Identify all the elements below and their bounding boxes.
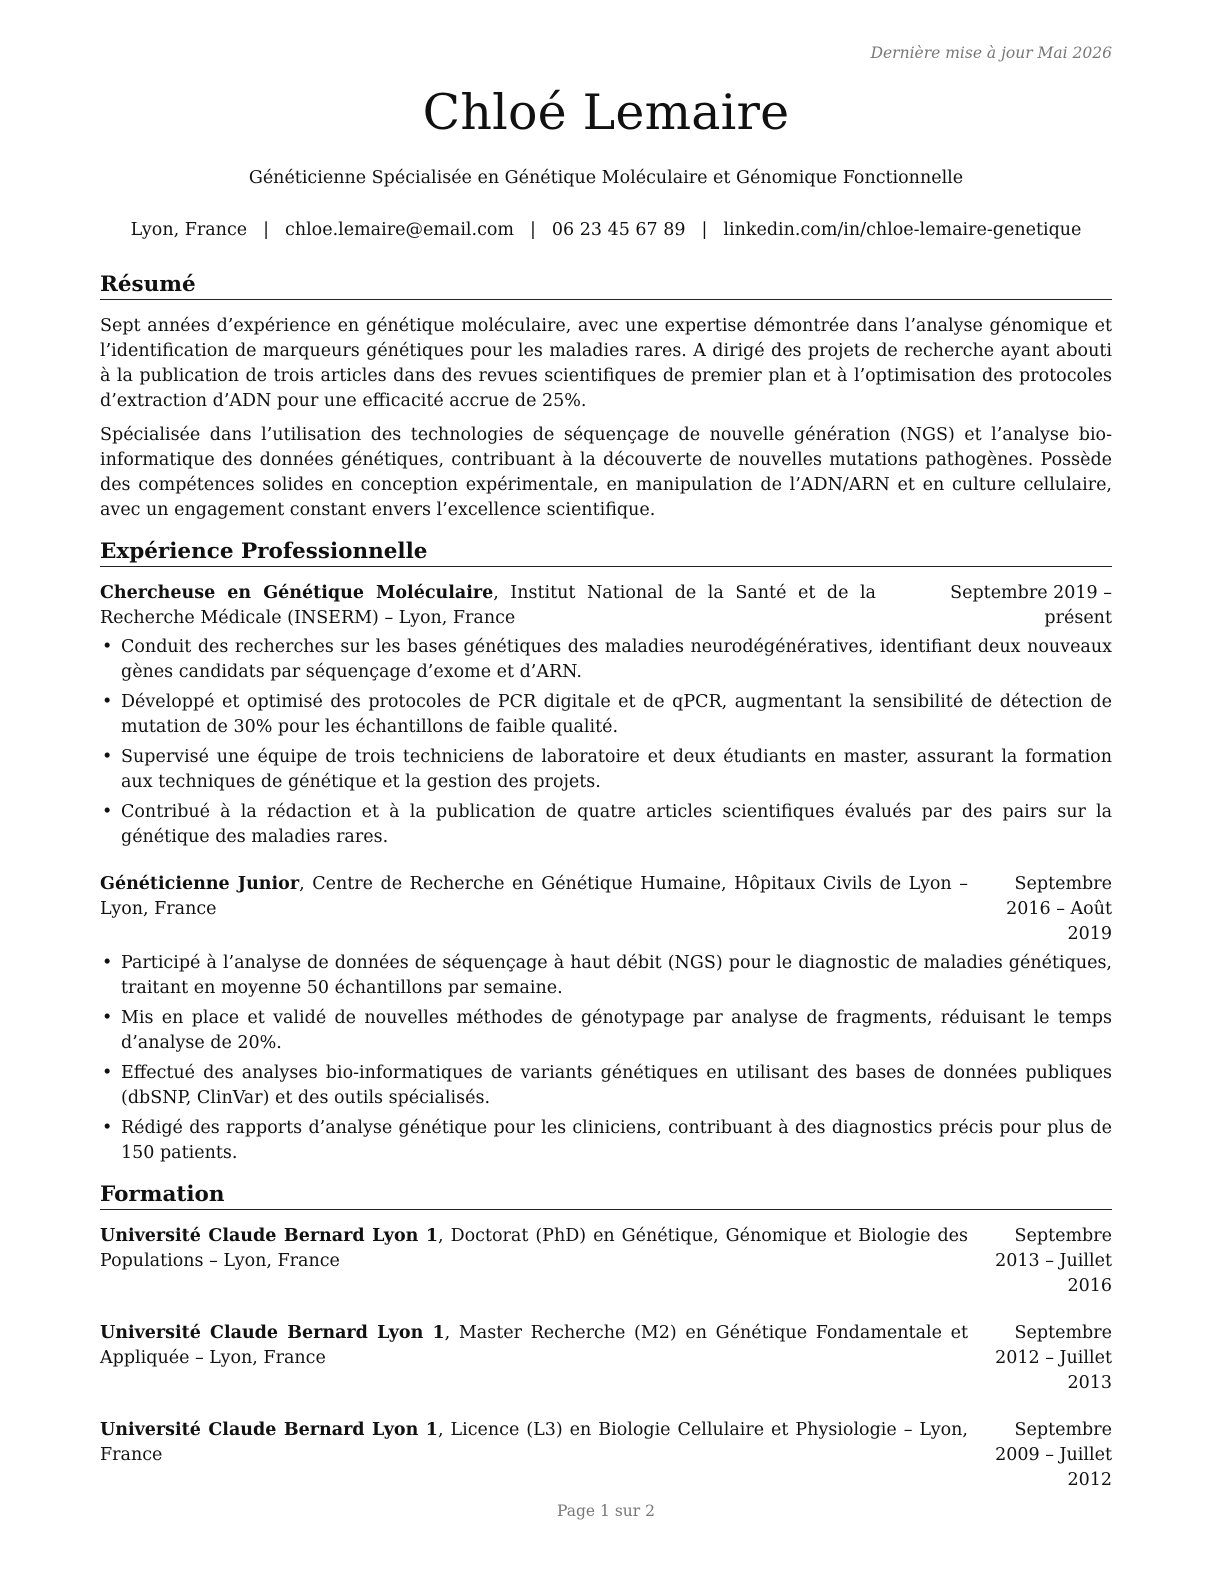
education-dates: Septembre 2013 – Juillet 2016 — [995, 1226, 1112, 1296]
education-dates: Septembre 2009 – Juillet 2012 — [995, 1420, 1112, 1490]
education-dates: Septembre 2012 – Juillet 2013 — [995, 1323, 1112, 1393]
education-heading: Formation — [100, 1182, 1112, 1210]
education-school: Université Claude Bernard Lyon 1 — [100, 1420, 438, 1440]
experience-role-org — [100, 872, 968, 947]
experience-bullet: • Effectué des analyses bio-informatiques de variants génétiques en utilisant des bases de données publiques (dbSNP, ClinVar) et des outils spécialisés. — [100, 1061, 1112, 1111]
candidate-title: Généticienne Spécialisée en Génétique Moléculaire et Génomique Fonctionnelle — [248, 168, 964, 188]
experience-entry — [100, 581, 1112, 850]
experience-heading: Expérience Professionnelle — [100, 539, 1112, 567]
experience-section — [100, 539, 1112, 1166]
last-updated: Dernière mise à jour Mai 2026 — [870, 44, 1112, 62]
education-school-degree — [100, 1321, 968, 1396]
experience-org: , Centre de Recherche en Génétique Humaine, Hôpitaux Civils de Lyon – Lyon, France — [100, 874, 968, 919]
contact-separator: | — [701, 220, 708, 240]
summary-paragraph: Sept années d’expérience en génétique moléculaire, avec une expertise démontrée dans l’analyse génomique et l’identification de marqueurs génétiques pour les maladies rares. A dirigé des projets de recherche ayant abouti à la publication de trois articles dans des revues scientifiques de premier plan et à l’optimisation des protocoles d’extraction d’ADN pour une efficacité accrue de 25%. — [100, 316, 1112, 411]
education-school-degree — [100, 1418, 968, 1493]
experience-bullet: • Participé à l’analyse de données de séquençage à haut débit (NGS) pour le diagnostic de maladies génétiques, traitant en moyenne 50 échantillons par semaine. — [100, 951, 1112, 1001]
resume-page — [100, 0, 1112, 1584]
page-number: Page 1 sur 2 — [557, 1502, 655, 1520]
candidate-name: Chloé Lemaire — [422, 84, 790, 141]
contact-phone: 06 23 45 67 89 — [551, 220, 686, 240]
contact-separator: | — [263, 220, 270, 240]
experience-bullet: • Conduit des recherches sur les bases génétiques des maladies neurodégénératives, identifiant deux nouveaux gènes candidats par séquençage d’exome et d’ARN. — [100, 635, 1112, 685]
contact-linkedin[interactable]: linkedin.com/in/chloe-lemaire-genetique — [723, 220, 1082, 240]
contact-separator: | — [530, 220, 536, 240]
education-school: Université Claude Bernard Lyon 1 — [100, 1323, 445, 1343]
education-entry — [100, 1418, 1112, 1493]
education-entry-header — [100, 1321, 1112, 1396]
education-entry-header — [100, 1224, 1112, 1299]
summary-section — [100, 272, 1112, 523]
contact-location: Lyon, France — [130, 220, 248, 240]
experience-bullet: • Développé et optimisé des protocoles de PCR digitale et de qPCR, augmentant la sensibilité de détection de mutation de 30% pour les échantillons de faible qualité. — [100, 690, 1112, 740]
education-degree: , Master Recherche (M2) en Génétique Fondamentale et Appliquée – Lyon, France — [100, 1323, 968, 1368]
experience-bullet: • Rédigé des rapports d’analyse génétique pour les cliniciens, contribuant à des diagnostics précis pour plus de 150 patients. — [100, 1116, 1112, 1166]
experience-bullet: • Supervisé une équipe de trois techniciens de laboratoire et deux étudiants en master, assurant la formation aux techniques de génétique et la gestion des projets. — [100, 745, 1112, 795]
experience-bullet: • Contribué à la rédaction et à la publication de quatre articles scientifiques évalués par des pairs sur la génétique des maladies rares. — [100, 800, 1112, 850]
summary-paragraph: Spécialisée dans l’utilisation des technologies de séquençage de nouvelle génération (NGS) et l’analyse bio-informatique des données génétiques, contribuant à la découverte de nouvelles mutations pathogènes. Possède des compétences solides en conception expérimentale, en manipulation de l’ADN/ARN et en culture cellulaire, avec un engagement constant envers l’excellence scientifique. — [100, 425, 1112, 520]
education-section — [100, 1182, 1112, 1493]
experience-bullets — [100, 951, 1112, 1166]
summary-heading: Résumé — [100, 272, 1112, 300]
experience-entry-header — [100, 872, 1112, 947]
education-entry-header — [100, 1418, 1112, 1493]
education-entry — [100, 1321, 1112, 1396]
contact-email[interactable]: chloe.lemaire@email.com — [285, 220, 515, 240]
experience-entry-header — [100, 581, 1112, 631]
resume-content — [100, 272, 1112, 1509]
experience-bullet: • Mis en place et validé de nouvelles méthodes de génotypage par analyse de fragments, réduisant le temps d’analyse de 20%. — [100, 1006, 1112, 1056]
education-entry — [100, 1224, 1112, 1299]
experience-role: Chercheuse en Génétique Moléculaire — [100, 583, 494, 603]
experience-entry — [100, 872, 1112, 1166]
experience-dates: Septembre 2016 – Août 2019 — [1006, 874, 1112, 944]
experience-role-org — [100, 581, 876, 631]
education-school: Université Claude Bernard Lyon 1 — [100, 1226, 439, 1246]
experience-bullets — [100, 635, 1112, 850]
education-school-degree — [100, 1224, 968, 1299]
experience-dates: Septembre 2019 – présent — [950, 583, 1112, 628]
contact-line — [100, 220, 1112, 240]
experience-role: Généticienne Junior — [100, 874, 300, 894]
education-degree: , Licence (L3) en Biologie Cellulaire et Physiologie – Lyon, France — [100, 1420, 968, 1465]
experience-org: , Institut National de la Santé et de la Recherche Médicale (INSERM) – Lyon, France — [100, 583, 876, 628]
education-degree: , Doctorat (PhD) en Génétique, Génomique et Biologie des Populations – Lyon, France — [100, 1226, 968, 1271]
